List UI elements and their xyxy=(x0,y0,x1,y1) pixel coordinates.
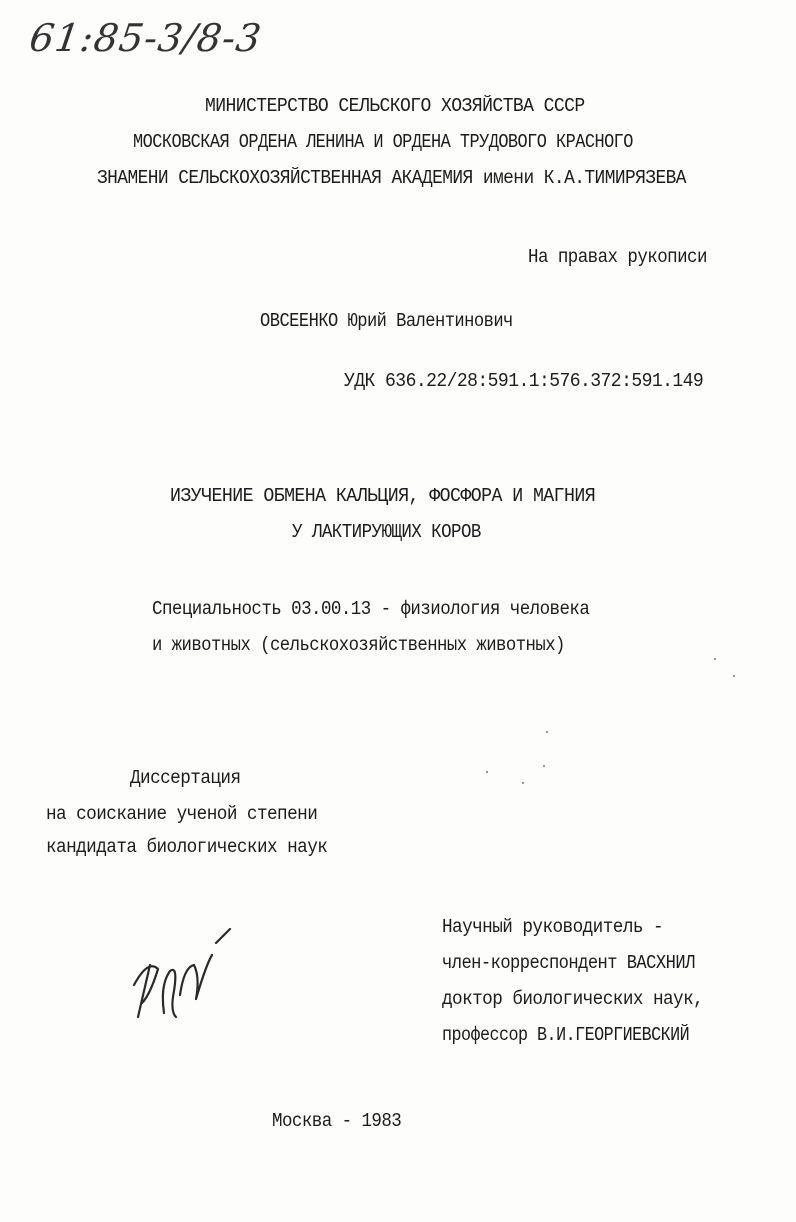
author-name: ОВСЕЕНКО Юрий Валентинович xyxy=(260,310,513,332)
academy-line-2: ЗНАМЕНИ СЕЛЬСКОХОЗЯЙСТВЕННАЯ АКАДЕМИЯ имени К.А.ТИМИРЯЗЕВА xyxy=(97,167,686,189)
dissertation-line-2: на соискание ученой степени xyxy=(46,803,318,825)
supervisor-line-2: член-корреспондент ВАСХНИЛ xyxy=(442,952,695,974)
thesis-title-line-1: ИЗУЧЕНИЕ ОБМЕНА КАЛЬЦИЯ, ФОСФОРА И МАГНИЯ xyxy=(170,485,596,507)
scan-speck xyxy=(486,771,488,773)
scan-speck xyxy=(522,782,524,784)
ministry-line: МИНИСТЕРСТВО СЕЛЬСКОГО ХОЗЯЙСТВА СССР xyxy=(205,95,585,117)
scan-speck xyxy=(733,675,735,677)
scan-speck xyxy=(546,731,548,733)
supervisor-line-3: доктор биологических наук, xyxy=(442,988,704,1010)
archive-code-handwritten: 61:85-3/8-3 xyxy=(26,16,265,60)
signature-handwritten xyxy=(120,925,240,1025)
supervisor-line-4: профессор В.И.ГЕОРГИЕВСКИЙ xyxy=(442,1024,690,1046)
dissertation-line-3: кандидата биологических наук xyxy=(46,836,328,858)
rights-note: На правах рукописи xyxy=(528,246,707,268)
thesis-title-line-2: У ЛАКТИРУЮЩИХ КОРОВ xyxy=(292,521,481,543)
supervisor-line-1: Научный руководитель - xyxy=(442,916,664,938)
udc-code: УДК 636.22/28:591.1:576.372:591.149 xyxy=(344,370,704,392)
scan-speck xyxy=(714,658,716,660)
dissertation-line-1: Диссертация xyxy=(130,767,241,789)
specialty-line-1: Специальность 03.00.13 - физиология человека xyxy=(152,598,590,620)
scan-speck xyxy=(543,765,545,767)
footer-place-year: Москва - 1983 xyxy=(272,1110,402,1132)
academy-line-1: МОСКОВСКАЯ ОРДЕНА ЛЕНИНА И ОРДЕНА ТРУДОВОГО КРАСНОГО xyxy=(133,131,633,153)
specialty-line-2: и животных (сельскохозяйственных животных) xyxy=(152,634,565,656)
